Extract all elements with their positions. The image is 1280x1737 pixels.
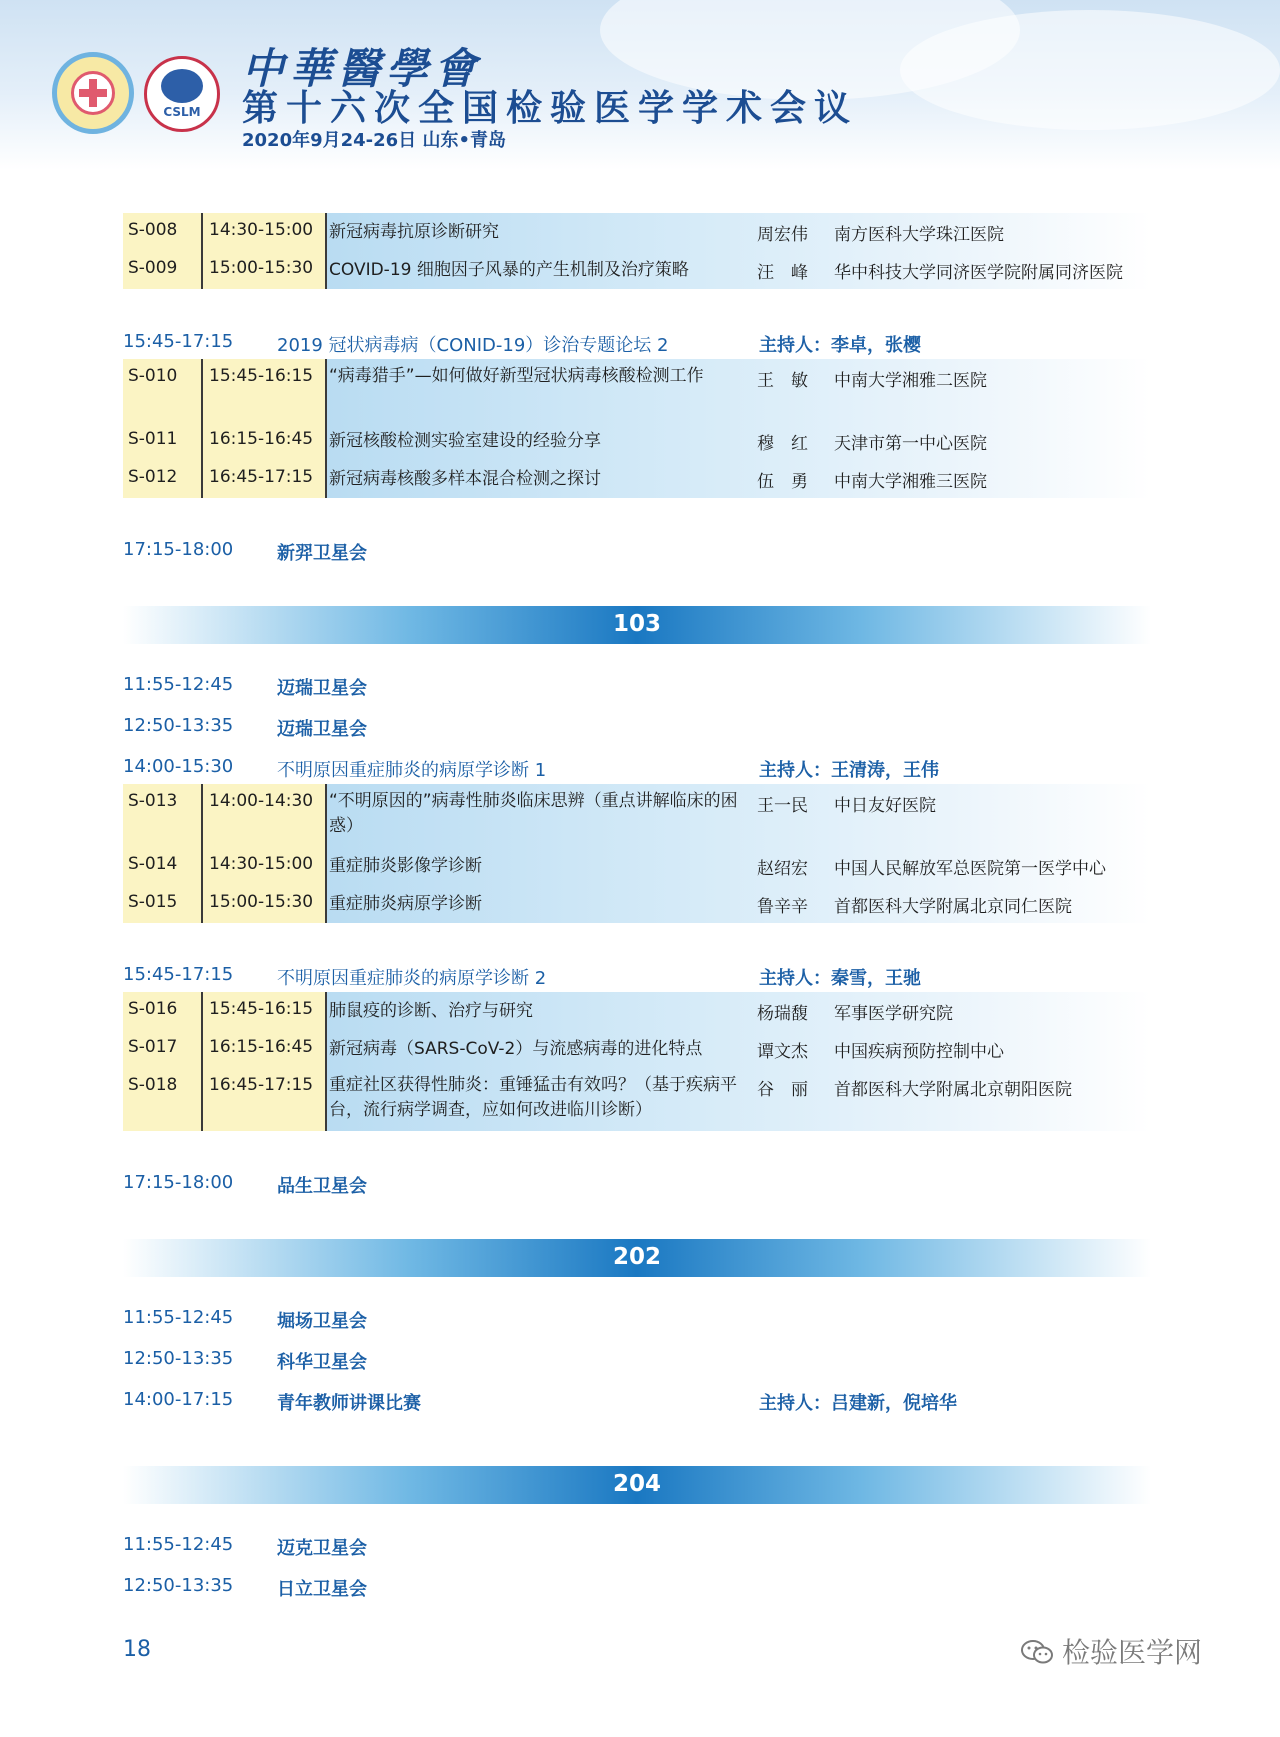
session-table [123,784,1151,923]
talk-speaker: 王一民 [757,796,808,816]
talk-speaker: 赵绍宏 [757,859,808,879]
talk-institution: 首都医科大学附属北京朝阳医院 [834,1080,1072,1100]
talk-speaker: 汪 峰 [757,263,808,283]
talk-institution: 军事医学研究院 [834,1004,953,1024]
room-number: 202 [612,1244,661,1270]
session-time: 17:15-18:00 [123,539,234,560]
time-cell [201,460,325,498]
code-cell [123,885,201,923]
talk-time: 14:30-15:00 [209,854,314,874]
code-cell [123,1030,201,1068]
time-cell [201,251,325,289]
table-row [123,847,1151,885]
talk-time: 14:30-15:00 [209,220,314,240]
talk-code: S-014 [128,854,178,874]
logo-cross [79,89,107,97]
talk-speaker: 伍 勇 [757,472,808,492]
session-title: 新羿卫星会 [277,543,367,564]
talk-time: 16:45-17:15 [209,1075,314,1095]
room-header-204 [123,1466,1151,1504]
time-cell [201,1068,325,1131]
wechat-icon [1020,1639,1054,1665]
talk-time: 16:15-16:45 [209,429,314,449]
session-time: 12:50-13:35 [123,1348,234,1369]
talk-speaker: 周宏伟 [757,225,808,245]
header-cloud [900,10,1280,130]
session-table [123,213,1151,289]
talk-time: 16:15-16:45 [209,1037,314,1057]
time-cell [201,992,325,1030]
conference-title: 第十六次全国检验医学学术会议 [242,87,859,129]
page-header [0,0,1280,170]
talk-topic: 新冠病毒抗原诊断研究 [329,222,499,242]
session-title: 品生卫星会 [277,1176,367,1197]
cma-logo [52,52,134,134]
code-cell [123,359,201,422]
code-cell [123,422,201,460]
talk-code: S-008 [128,220,178,240]
talk-topic: 重症社区获得性肺炎：重锤猛击有效吗？（基于疾病平台，流行病学调查，应如何改进临川诊断） [329,1075,737,1120]
talk-institution: 天津市第一中心医院 [834,434,987,454]
session-time: 14:00-15:30 [123,756,234,777]
session-title: 迈克卫星会 [277,1538,367,1559]
table-row [123,213,1151,251]
talk-institution: 华中科技大学同济医学院附属同济医院 [834,263,1123,283]
org-name: 中華醫學會 [242,44,483,93]
table-row [123,784,1151,847]
talk-code: S-018 [128,1075,178,1095]
session-title: 科华卫星会 [277,1352,367,1373]
session-time: 11:55-12:45 [123,1534,234,1555]
talk-code: S-009 [128,258,178,278]
session-time: 11:55-12:45 [123,1307,234,1328]
cslm-logo [144,56,220,132]
table-row [123,251,1151,289]
time-cell [201,1030,325,1068]
talk-topic: 肺鼠疫的诊断、治疗与研究 [329,1001,533,1021]
session-title: 迈瑞卫星会 [277,719,367,740]
table-row [123,1068,1151,1131]
talk-topic: “病毒猎手”—如何做好新型冠状病毒核酸检测工作 [329,366,704,386]
talk-code: S-015 [128,892,178,912]
talk-speaker: 王 敏 [757,371,808,391]
talk-code: S-012 [128,467,178,487]
code-cell [123,1068,201,1131]
talk-code: S-011 [128,429,178,449]
talk-topic: 重症肺炎病原学诊断 [329,894,482,914]
session-host: 主持人：李卓，张樱 [759,335,921,356]
cslm-logo-text: CSLM [163,105,201,119]
code-cell [123,847,201,885]
session-table [123,359,1151,498]
code-cell [123,460,201,498]
session-title: 不明原因重症肺炎的病原学诊断 2 [277,968,547,989]
talk-time: 15:00-15:30 [209,892,314,912]
table-row [123,885,1151,923]
talk-time: 14:00-14:30 [209,791,314,811]
table-row [123,992,1151,1030]
talk-institution: 中南大学湘雅二医院 [834,371,987,391]
time-cell [201,847,325,885]
session-time: 11:55-12:45 [123,674,234,695]
talk-topic: “不明原因的”病毒性肺炎临床思辨（重点讲解临床的困惑） [329,791,738,836]
session-host: 主持人：吕建新，倪培华 [759,1393,957,1414]
time-cell [201,784,325,847]
session-time: 15:45-17:15 [123,331,234,352]
talk-time: 16:45-17:15 [209,467,314,487]
session-time: 12:50-13:35 [123,1575,234,1596]
talk-speaker: 杨瑞馥 [757,1004,808,1024]
talk-institution: 中日友好医院 [834,796,936,816]
talk-time: 15:45-16:15 [209,999,314,1019]
talk-code: S-013 [128,791,178,811]
table-row [123,460,1151,498]
session-time: 12:50-13:35 [123,715,234,736]
room-number: 204 [612,1471,661,1497]
talk-code: S-016 [128,999,178,1019]
session-title: 堀场卫星会 [277,1311,367,1332]
code-cell [123,213,201,251]
room-header-103 [123,606,1151,644]
time-cell [201,885,325,923]
talk-topic: 新冠病毒（SARS-CoV-2）与流感病毒的进化特点 [329,1039,703,1059]
session-time: 17:15-18:00 [123,1172,234,1193]
table-row [123,359,1151,422]
table-row [123,422,1151,460]
talk-institution: 中国人民解放军总医院第一医学中心 [834,859,1106,879]
session-table [123,992,1151,1131]
session-title: 日立卫星会 [277,1579,367,1600]
talk-institution: 首都医科大学附属北京同仁医院 [834,897,1072,917]
session-host: 主持人：王清涛，王伟 [759,760,939,781]
talk-topic: 新冠病毒核酸多样本混合检测之探讨 [329,469,601,489]
globe-icon [161,69,203,103]
watermark-text: 检验医学网 [1062,1636,1203,1669]
talk-time: 15:00-15:30 [209,258,314,278]
session-title: 青年教师讲课比赛 [277,1393,421,1414]
talk-code: S-017 [128,1037,178,1057]
time-cell [201,213,325,251]
talk-code: S-010 [128,366,178,386]
talk-time: 15:45-16:15 [209,366,314,386]
session-time: 14:00-17:15 [123,1389,234,1410]
talk-speaker: 穆 红 [757,434,808,454]
table-row [123,1030,1151,1068]
session-title: 不明原因重症肺炎的病原学诊断 1 [277,760,547,781]
session-time: 15:45-17:15 [123,964,234,985]
talk-speaker: 谷 丽 [757,1080,808,1100]
talk-topic: 新冠核酸检测实验室建设的经验分享 [329,431,601,451]
time-cell [201,422,325,460]
watermark [1020,1631,1202,1671]
code-cell [123,251,201,289]
room-header-202 [123,1239,1151,1277]
talk-speaker: 谭文杰 [757,1042,808,1062]
room-number: 103 [612,611,661,637]
talk-institution: 中南大学湘雅三医院 [834,472,987,492]
time-cell [201,359,325,422]
session-host: 主持人：秦雪，王驰 [759,968,921,989]
code-cell [123,992,201,1030]
conference-date-place: 2020年9月24-26日 山东•青岛 [242,130,506,151]
session-title: 迈瑞卫星会 [277,678,367,699]
talk-topic: COVID-19 细胞因子风暴的产生机制及治疗策略 [329,260,689,280]
code-cell [123,784,201,847]
talk-institution: 南方医科大学珠江医院 [834,225,1004,245]
talk-institution: 中国疾病预防控制中心 [834,1042,1004,1062]
session-title: 2019 冠状病毒病（CONID-19）诊治专题论坛 2 [277,335,669,356]
talk-speaker: 鲁辛辛 [757,897,808,917]
page-number: 18 [123,1637,151,1662]
talk-topic: 重症肺炎影像学诊断 [329,856,482,876]
